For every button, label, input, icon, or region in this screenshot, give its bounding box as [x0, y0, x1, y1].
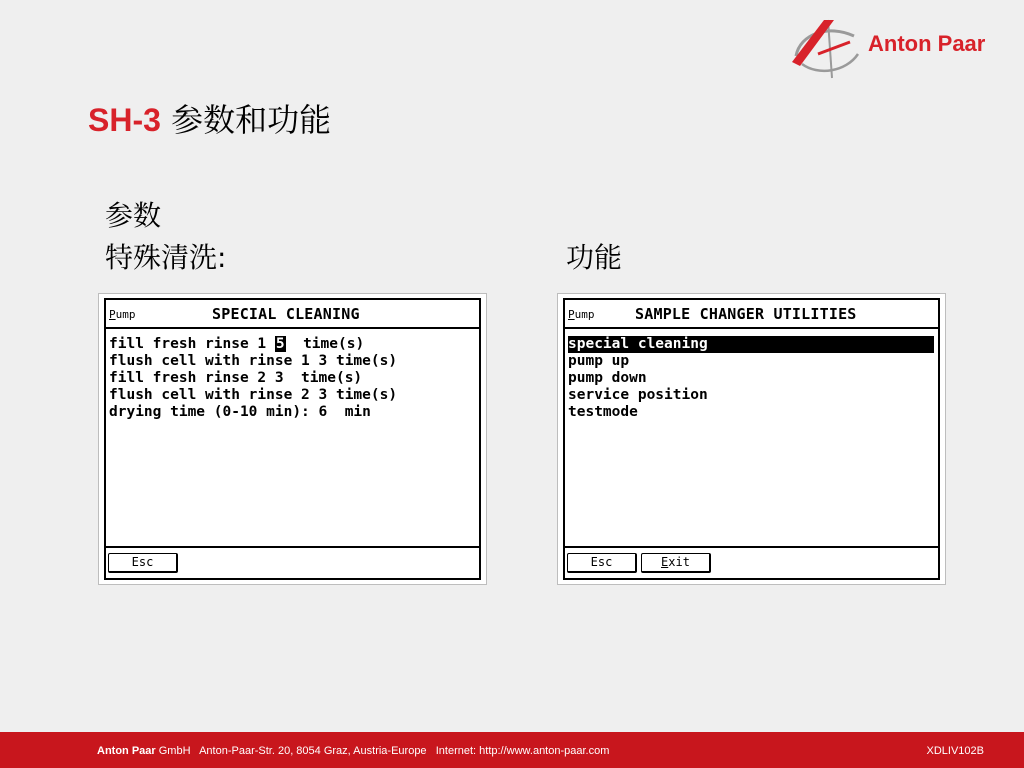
footer-company-info: Anton Paar GmbH Anton-Paar-Str. 20, 8054 Graz, Austria-Europe Internet: http://www.anton-paar.com	[97, 745, 610, 757]
special-cleaning-label: 特殊清洗:	[105, 241, 227, 274]
page-title	[88, 100, 331, 140]
anton-paar-logo	[788, 14, 1010, 84]
title-code: SH-3	[88, 102, 161, 138]
drying-time-row[interactable]: drying time (0-10 min): 6 min	[109, 404, 371, 420]
esc-button[interactable]: Esc	[567, 553, 637, 573]
rinse-count-input[interactable]: 5	[275, 336, 285, 352]
footer-bar	[0, 732, 1024, 768]
functions-label: 功能	[566, 241, 623, 274]
logo-swirl-icon	[788, 14, 868, 84]
footer-code: XDLIV102B	[926, 745, 984, 757]
screen-header	[565, 300, 938, 329]
screen-title: SAMPLE CHANGER UTILITIES	[635, 305, 857, 323]
title-text: 参数和功能	[171, 101, 332, 139]
footer-address: Anton-Paar-Str. 20, 8054 Graz, Austria-Europe	[199, 745, 427, 757]
menu-item-testmode[interactable]: testmode	[568, 404, 638, 420]
screen-footer	[565, 546, 938, 578]
screen-footer	[106, 546, 479, 578]
special-cleaning-screen	[98, 293, 487, 585]
menu-item-pump-up[interactable]: pump up	[568, 353, 630, 369]
logo-text: Anton Paar	[868, 31, 986, 56]
params-label: 参数	[105, 199, 162, 232]
pump-menu[interactable]: Pump	[109, 308, 136, 321]
flush-cell-rinse-1-row[interactable]: flush cell with rinse 1 3 time(s)	[109, 353, 398, 369]
utilities-menu	[565, 331, 938, 544]
footer-internet: Internet: http://www.anton-paar.com	[435, 745, 610, 757]
exit-button[interactable]: Exit	[641, 553, 711, 573]
menu-item-special-cleaning[interactable]: special cleaning	[568, 336, 934, 353]
sample-changer-utilities-screen	[557, 293, 946, 585]
cleaning-parameters	[106, 331, 479, 544]
pump-menu[interactable]: Pump	[568, 308, 595, 321]
menu-item-service-position[interactable]: service position	[568, 387, 708, 403]
fill-fresh-rinse-1-row: fill fresh rinse 1 5 time(s)	[109, 336, 365, 352]
screen-title: SPECIAL CLEANING	[212, 305, 360, 323]
flush-cell-rinse-2-row[interactable]: flush cell with rinse 2 3 time(s)	[109, 387, 398, 403]
screen-header	[106, 300, 479, 329]
esc-button[interactable]: Esc	[108, 553, 178, 573]
fill-fresh-rinse-2-row[interactable]: fill fresh rinse 2 3 time(s)	[109, 370, 363, 386]
menu-item-pump-down[interactable]: pump down	[568, 370, 647, 386]
